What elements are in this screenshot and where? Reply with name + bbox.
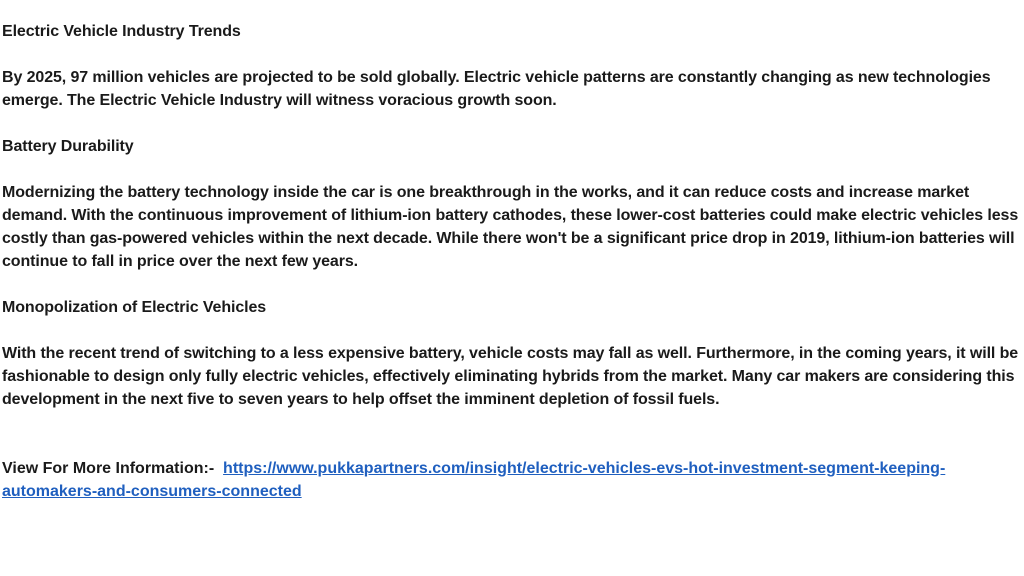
more-info-label: View For More Information:- — [2, 460, 215, 477]
section-heading-monopolization: Monopolization of Electric Vehicles — [2, 299, 267, 316]
section-body-battery-durability: Modernizing the battery technology inside the car is one breakthrough in the works, and it can reduce costs and increase market demand. With the continuous improvement of lithium-ion battery cathodes, these lower-cost batteries could make electric vehicles less costly than gas-powered vehicles within the next decade. While there won't be a significant price drop in 2019, lithium-ion batteries will continue to fall in price over the next few years. — [2, 184, 1019, 270]
document-title: Electric Vehicle Industry Trends — [2, 23, 241, 40]
section-heading-battery-durability: Battery Durability — [2, 138, 134, 155]
intro-paragraph: By 2025, 97 million vehicles are projected to be sold globally. Electric vehicle patterns are constantly changing as new technologies emerge. The Electric Vehicle Industry will witness voracious growth soon. — [2, 69, 991, 109]
more-info-line — [2, 457, 1022, 503]
more-info-link[interactable]: https://www.pukkapartners.com/insight/electric-vehicles-evs-hot-investment-segment-keeping-automakers-and-consumers-connected — [2, 460, 946, 500]
section-body-monopolization: With the recent trend of switching to a less expensive battery, vehicle costs may fall as well. Furthermore, in the coming years, it will be fashionable to design only fully electric vehicles, effectively eliminating hybrids from the market. Many car makers are considering this development in the next five to seven years to help offset the imminent depletion of fossil fuels. — [2, 345, 1019, 408]
